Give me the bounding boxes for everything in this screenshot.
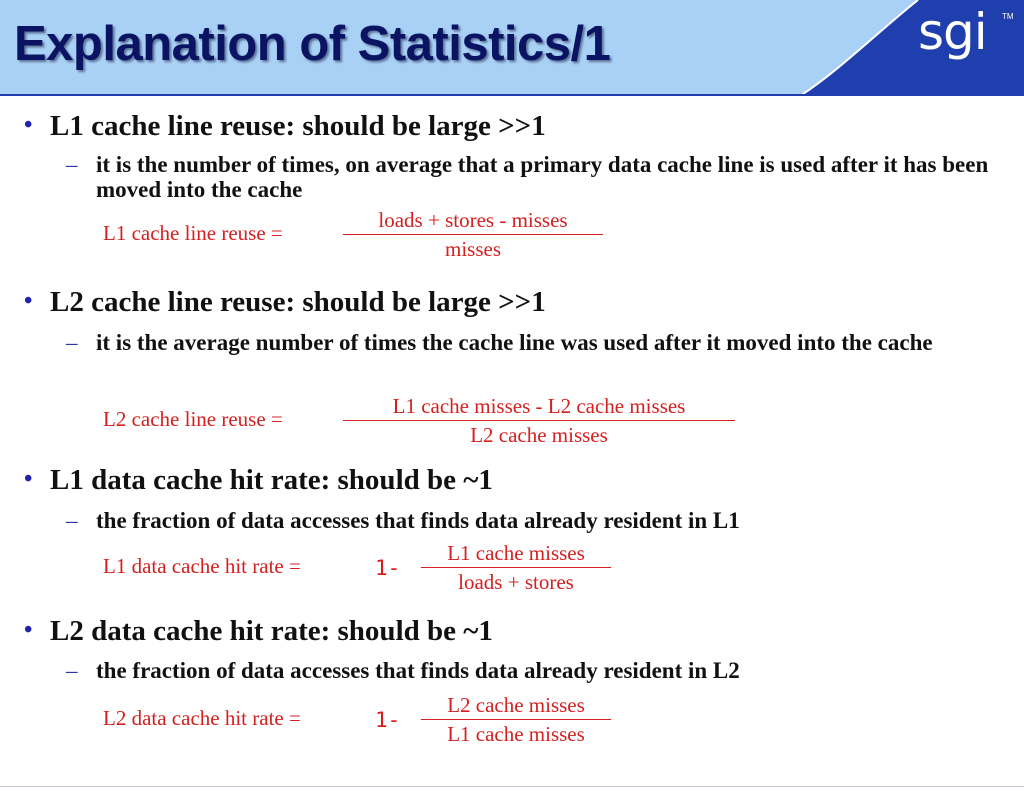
sub-bullet-l1-data-cache-hit-rate: [66, 508, 1016, 533]
formula-one-minus: 1-: [375, 708, 401, 732]
fraction-numerator: L2 cache misses: [447, 693, 585, 717]
fraction-denominator: L2 cache misses: [470, 423, 608, 447]
dash-icon: –: [66, 330, 78, 355]
fraction-bar: [343, 234, 603, 235]
sub-bullet-l1-cache-line-reuse: [66, 152, 1016, 202]
bullet-heading: L2 data cache hit rate: should be ~1: [50, 615, 493, 647]
fraction: [343, 393, 735, 448]
fraction-numerator: loads + stores - misses: [378, 208, 568, 232]
fraction-denominator: L1 cache misses: [447, 722, 585, 746]
sgi-logo: [918, 3, 1014, 70]
fraction-bar: [421, 567, 611, 568]
bullet-dot-icon: •: [24, 112, 33, 138]
fraction-denominator: misses: [444, 237, 501, 261]
fraction-numerator: L1 cache misses: [447, 541, 585, 565]
sub-bullet-l2-data-cache-hit-rate: [66, 658, 1016, 683]
sub-bullet-l2-cache-line-reuse: [66, 330, 1016, 355]
bullet-l2-cache-line-reuse: [24, 286, 546, 320]
dash-icon: –: [66, 508, 78, 533]
dash-icon: –: [66, 152, 78, 177]
bullet-l1-cache-line-reuse: [24, 110, 546, 144]
logo-trademark: TM: [1002, 12, 1014, 21]
bullet-heading: L1 cache line reuse: should be large >>1: [50, 110, 546, 142]
bullet-heading: L1 data cache hit rate: should be ~1: [50, 464, 493, 496]
bullet-l1-data-cache-hit-rate: [24, 464, 493, 498]
formula-l2-cache-line-reuse: [103, 393, 743, 449]
dash-icon: –: [66, 658, 78, 683]
formula-label: L1 data cache hit rate =: [103, 554, 301, 578]
formula-label: L2 cache line reuse =: [103, 407, 283, 431]
fraction: [421, 692, 611, 747]
formula-label: L2 data cache hit rate =: [103, 706, 301, 730]
fraction-denominator: loads + stores: [458, 570, 574, 594]
header-band: [0, 0, 1024, 96]
sub-bullet-text: the fraction of data accesses that finds data already resident in L1: [96, 508, 740, 533]
page-title: Explanation of Statistics/1: [14, 17, 611, 71]
fraction: [421, 540, 611, 595]
formula-l2-data-cache-hit-rate: [103, 692, 623, 748]
bullet-dot-icon: •: [24, 288, 33, 314]
fraction-bar: [343, 420, 735, 421]
bottom-divider: [0, 786, 1024, 787]
sub-bullet-text: it is the average number of times the cache line was used after it moved into the cache: [96, 330, 933, 355]
bullet-heading: L2 cache line reuse: should be large >>1: [50, 286, 546, 318]
formula-label: L1 cache line reuse =: [103, 221, 283, 245]
sub-bullet-text: the fraction of data accesses that finds data already resident in L2: [96, 658, 740, 683]
sub-bullet-text: it is the number of times, on average that a primary data cache line is used after it has been moved into the cache: [96, 152, 989, 202]
bullet-dot-icon: •: [24, 617, 33, 643]
fraction-numerator: L1 cache misses - L2 cache misses: [392, 394, 686, 418]
bullet-l2-data-cache-hit-rate: [24, 615, 493, 649]
bullet-dot-icon: •: [24, 466, 33, 492]
fraction: [343, 207, 603, 262]
logo-text: sgi: [918, 3, 987, 61]
formula-l1-data-cache-hit-rate: [103, 540, 623, 596]
formula-one-minus: 1-: [375, 556, 401, 580]
fraction-bar: [421, 719, 611, 720]
formula-l1-cache-line-reuse: [103, 207, 623, 263]
